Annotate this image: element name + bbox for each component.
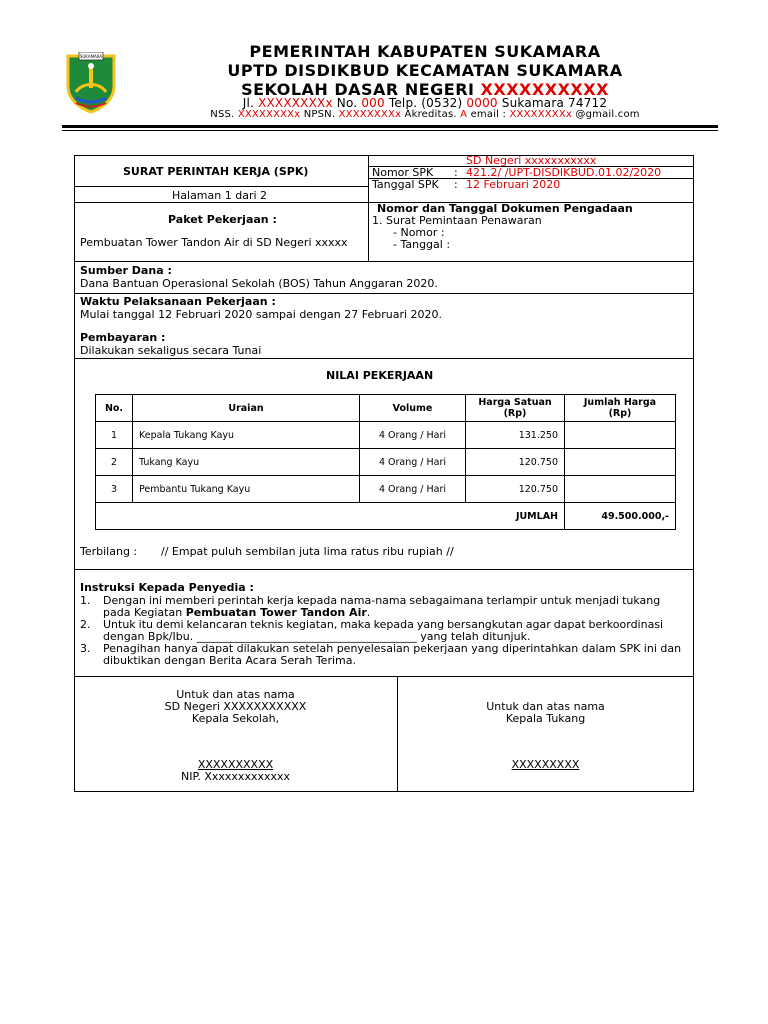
pembayaran-value: Dilakukan sekaligus secara Tunai [80,344,262,357]
sumber-dana-value: Dana Bantuan Operasional Sekolah (BOS) Tahun Anggaran 2020. [80,277,438,290]
divider [74,293,694,294]
cell-harga: 120.750 [466,476,565,503]
dokumen-item: 1. Surat Pemintaan Penawaran [372,214,542,227]
sign-left-line2: SD Negeri XXXXXXXXXXX [164,700,307,713]
sign-right-line1: Untuk dan atas nama [486,700,605,713]
instruksi-3-line1: Penagihan hanya dapat dilakukan setelah penyelesaian pekerjaan yang diperintahkan dalam SPK ini dan [103,642,682,655]
instruksi-3-line2: dibuktikan dengan Berita Acara Serah Terima. [103,654,356,667]
table-total-row [96,503,676,530]
nomor-spk-colon: : [454,166,458,179]
table-row [96,449,676,476]
nomor-spk-label: Nomor SPK [372,166,434,179]
dokumen-tanggal: - Tanggal : [393,238,451,251]
col-no: No. [96,395,133,422]
letterhead-school: SEKOLAH DASAR NEGERI XXXXXXXXXX [241,80,609,99]
terbilang-label: Terbilang : [80,545,138,558]
letterhead-office: UPTD DISDIKBUD KECAMATAN SUKAMARA [227,61,623,80]
cell-jumlah [565,476,676,503]
nomor-spk-value: 421.2/ /UPT-DISDIKBUD.01.02/2020 [466,166,662,179]
col-harga-satuan: Harga Satuan (Rp) [466,395,565,422]
page-indicator: Halaman 1 dari 2 [172,189,268,202]
pembayaran-label: Pembayaran : [80,331,166,344]
table-header-row [96,395,676,422]
sumber-dana-label: Sumber Dana : [80,264,172,277]
total-value: 49.500.000,- [565,503,676,530]
instruksi-number: 2. [80,618,91,631]
cell-uraian: Tukang Kayu [133,449,360,476]
paket-value: Pembuatan Tower Tandon Air di SD Negeri xxxxx [80,236,348,249]
instruksi-2-line1: Untuk itu demi kelancaran teknis kegiatan, maka kepada yang bersangkutan agar dapat berkoordinasi [103,618,664,631]
cell-uraian: Pembantu Tukang Kayu [133,476,360,503]
letterhead-rule-thin [62,130,718,131]
sign-left-line3: Kepala Sekolah, [191,712,280,725]
instruksi-number: 1. [80,594,91,607]
terbilang-value: // Empat puluh sembilan juta lima ratus ribu rupiah // [161,545,454,558]
dokumen-title: Nomor dan Tanggal Dokumen Pengadaan [377,202,633,215]
letterhead-identifiers: NSS. XXXXXXXXx NPSN. XXXXXXXXx Akreditas. A email : XXXXXXXXx @gmail.com [210,109,640,120]
instruksi-1-line1: Dengan ini memberi perintah kerja kepada nama-nama sebagaimana terlampir untuk menjadi tukang [103,594,661,607]
cell-no: 3 [96,476,133,503]
sign-right-line2: Kepala Tukang [505,712,586,725]
sign-left-name: XXXXXXXXXX [197,758,274,771]
col-uraian: Uraian [133,395,360,422]
sign-left-nip: NIP. Xxxxxxxxxxxxx [180,770,291,783]
tanggal-spk-colon: : [454,178,458,191]
divider [74,358,694,359]
divider [74,186,368,187]
letterhead-government: PEMERINTAH KABUPATEN SUKAMARA [249,42,601,61]
cell-jumlah [565,422,676,449]
sign-left-line1: Untuk dan atas nama [176,688,295,701]
letterhead-address: Jl. XXXXXXXXx No. 000 Telp. (0532) 0000 Sukamara 74712 [242,96,608,110]
sign-right-name: XXXXXXXXX [511,758,580,771]
cell-uraian: Kepala Tukang Kayu [133,422,360,449]
divider [368,155,369,261]
cell-no: 2 [96,449,133,476]
instruksi-number: 3. [80,642,91,655]
school-name: SD Negeri xxxxxxxxxxx [466,154,597,167]
waktu-value: Mulai tanggal 12 Februari 2020 sampai dengan 27 Februari 2020. [80,308,443,321]
letterhead-rule-thick [62,125,718,128]
cell-volume: 4 Orang / Hari [360,449,466,476]
cell-harga: 131.250 [466,422,565,449]
svg-text:SUKAMARA: SUKAMARA [79,54,103,59]
instruksi-1-line2: pada Kegiatan Pembuatan Tower Tandon Air. [103,606,371,619]
instruksi-label: Instruksi Kepada Penyedia : [80,581,254,594]
table-row [96,422,676,449]
nilai-title: NILAI PEKERJAAN [326,369,434,382]
divider [74,569,694,570]
dokumen-nomor: - Nomor : [393,226,445,239]
col-volume: Volume [360,395,466,422]
cell-volume: 4 Orang / Hari [360,422,466,449]
instruksi-2-line2: dengan Bpk/Ibu. ________________________________________ yang telah ditunjuk. [103,630,531,643]
divider [74,676,694,677]
pricing-table [95,394,676,530]
col-jumlah-harga: Jumlah Harga (Rp) [565,395,676,422]
kabupaten-emblem-icon [62,52,120,114]
divider [397,676,398,792]
cell-volume: 4 Orang / Hari [360,476,466,503]
cell-harga: 120.750 [466,449,565,476]
spk-title: SURAT PERINTAH KERJA (SPK) [123,165,309,178]
tanggal-spk-value: 12 Februari 2020 [466,178,561,191]
tanggal-spk-label: Tanggal SPK [372,178,439,191]
table-row [96,476,676,503]
paket-label: Paket Pekerjaan : [168,213,277,226]
divider [74,261,694,262]
cell-jumlah [565,449,676,476]
waktu-label: Waktu Pelaksanaan Pekerjaan : [80,295,276,308]
cell-no: 1 [96,422,133,449]
total-label: JUMLAH [96,503,565,530]
